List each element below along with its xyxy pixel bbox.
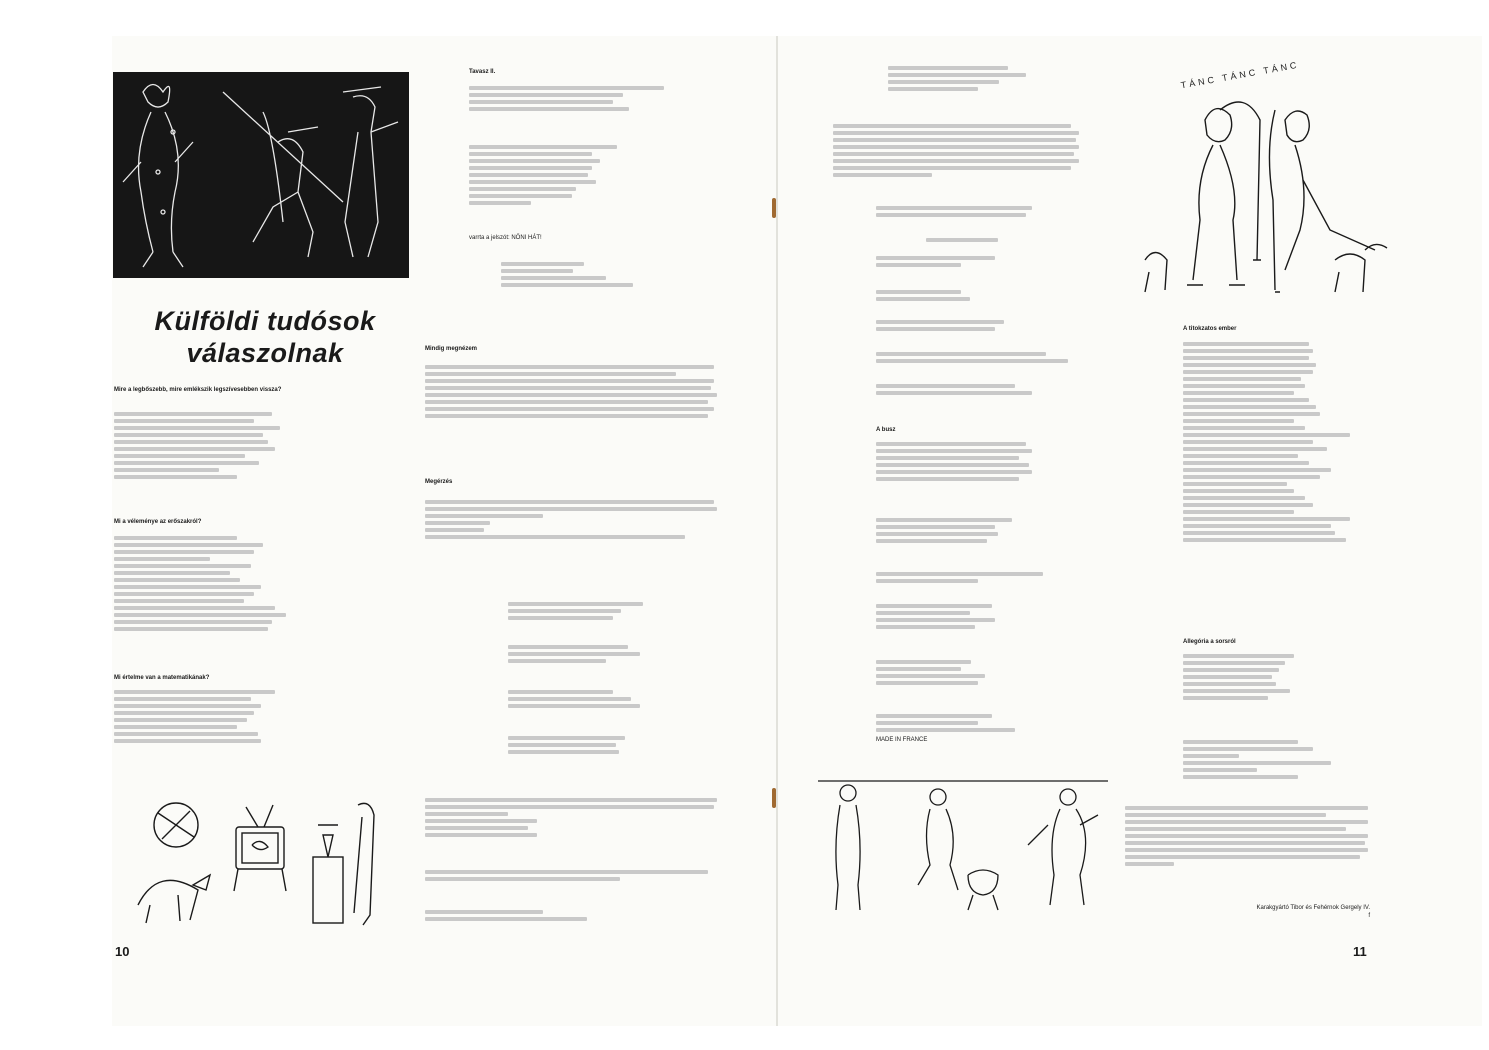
dance-caption: TÁNC TÁNC TÁNC <box>1180 59 1301 91</box>
prose-text <box>833 124 1081 177</box>
poem-refrain: varrta a jelszót: NŐNI HÁT! <box>469 235 542 241</box>
poem-text <box>1183 654 1368 700</box>
prose-text <box>425 365 720 418</box>
answer-text <box>114 536 289 631</box>
doodle-illustration <box>118 795 408 930</box>
poem-text <box>876 442 1046 481</box>
poem-text <box>876 206 1046 217</box>
poem-text <box>1183 740 1368 779</box>
staple-top <box>772 198 776 218</box>
poem-text <box>508 645 658 663</box>
signature: Karakgyártó Tibor és Fehérnok Gergely IV. f <box>1256 905 1370 919</box>
poem-text <box>876 290 1046 301</box>
poem-text <box>926 238 1006 242</box>
poem-text <box>876 384 1046 395</box>
prose-text <box>425 500 720 539</box>
poem-title: A titokzatos ember <box>1183 326 1237 332</box>
poem-text <box>876 518 1046 543</box>
poem-text <box>469 145 674 205</box>
spine <box>776 36 778 1026</box>
prose-text <box>425 870 720 881</box>
poem-text <box>876 604 1046 629</box>
article-title: Külföldi tudósok válaszolnak <box>154 306 376 368</box>
poem-text <box>876 572 1046 583</box>
answer-text <box>114 412 289 479</box>
poem-text <box>888 66 1038 91</box>
answer-text <box>114 690 289 743</box>
header-illustration <box>113 72 409 278</box>
poem-text <box>876 714 1046 732</box>
poem-text <box>508 736 658 754</box>
poem-title: Megérzés <box>425 479 453 485</box>
question-heading: Mire a legbőszebb, mire emlékszik legszívesebben vissza? <box>114 387 282 393</box>
poem-title: Tavasz II. <box>469 69 496 75</box>
prose-text <box>425 798 720 837</box>
staple-bottom <box>772 788 776 808</box>
poem-text <box>1183 342 1368 542</box>
question-heading: Mi értelme van a matematikának? <box>114 675 210 681</box>
poem-title: Mindig megnézem <box>425 346 478 352</box>
poem-text <box>876 320 1046 331</box>
poem-text <box>501 262 651 287</box>
poem-text <box>508 602 658 620</box>
astronauts-illustration <box>818 775 1118 925</box>
question-heading: Mi a véleménye az erőszakról? <box>114 519 202 525</box>
poem-title: Allegória a sorsról <box>1183 639 1236 645</box>
poem-text <box>876 352 1076 363</box>
poem-text <box>469 86 674 111</box>
poem-title: A busz <box>876 427 896 433</box>
dancers-illustration <box>1125 60 1405 310</box>
page-number: 10 <box>115 944 130 959</box>
prose-text <box>425 910 720 921</box>
prose-text <box>1125 806 1370 866</box>
made-in-france: MADE IN FRANCE <box>876 737 928 743</box>
page-number: 11 <box>1353 944 1367 959</box>
poem-text <box>508 690 658 708</box>
poem-text <box>876 256 1046 267</box>
poem-text <box>876 660 1046 685</box>
